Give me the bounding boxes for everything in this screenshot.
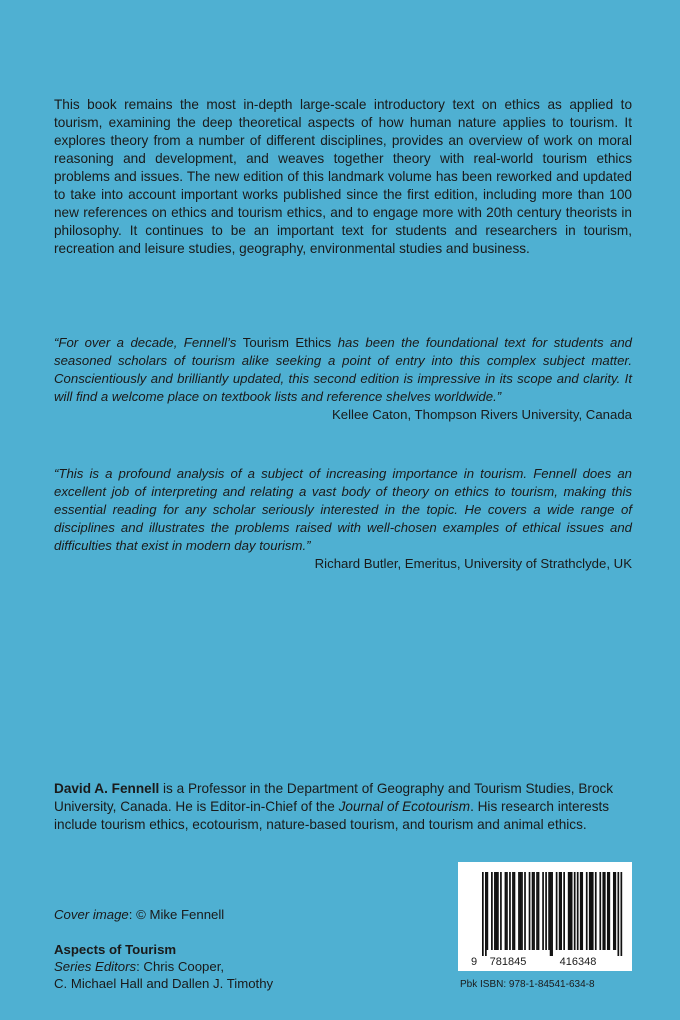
barcode-bar: [514, 872, 516, 950]
series-editors-line2: C. Michael Hall and Dallen J. Timothy: [54, 976, 274, 991]
barcode-bar: [607, 872, 609, 950]
barcode-bar: [602, 872, 604, 950]
barcode-bar: [617, 872, 619, 956]
barcode-bar: [491, 872, 493, 950]
barcode-bar: [550, 872, 552, 956]
barcode-bar: [556, 872, 558, 950]
barcode: [458, 862, 632, 971]
barcode-bar: [581, 872, 583, 950]
barcode-bar: [533, 872, 535, 950]
barcode-bar: [532, 872, 534, 950]
endorsement-quote-1: [54, 334, 632, 424]
isbn: Pbk ISBN: 978-1-84541-634-8: [460, 979, 595, 990]
barcode-bar: [613, 872, 615, 950]
barcode-bar: [524, 872, 526, 950]
barcode-bar: [485, 872, 487, 956]
barcode-bar: [506, 872, 508, 950]
barcode-bar: [608, 872, 610, 950]
barcode-bar: [569, 872, 571, 950]
barcode-bar: [592, 872, 594, 950]
barcode-bar: [577, 872, 579, 950]
barcode-bar: [595, 872, 597, 950]
series-info: [54, 941, 374, 992]
barcode-bar: [568, 872, 570, 950]
barcode-bar: [559, 872, 561, 950]
barcode-bar: [599, 872, 601, 950]
endorsement-quote-2: [54, 465, 632, 573]
endorsement-2-text: “This is a profound analysis of a subject of increasing importance in tourism. Fennell does an excellent job of interpreting and relating a vast body of theory on ethics to tourism, making this essential reading for any scholar seriously interested in the topic. He covers a wide range of disciplines and illustrates the problems raised with well-chosen examples of ethical issues and difficulties that exist in modern day tourism.”: [54, 466, 632, 553]
barcode-bar: [560, 872, 562, 950]
barcode-bar: [538, 872, 540, 950]
book-description: This book remains the most in-depth large-scale introductory text on ethics as applied to tourism, examining the deep theoretical aspects of how human nature applies to tourism. It explores theory from a number of different disciplines, provides an overview of work on moral reasoning and development, and weaves together theory with real-world tourism ethics problems and issues. The new edition of this landmark volume has been reworked and updated to take into account important works published since the first edition, including more than 100 new references on ethics and tourism ethics, and to engage more with 20th century theorists in philosophy. It continues to be an important text for students and researchers in tourism, recreation and leisure studies, geography, environmental studies and business.: [54, 97, 632, 256]
barcode-bar: [509, 872, 511, 950]
barcode-bar: [551, 872, 553, 956]
barcode-digit-first: 9: [471, 956, 478, 968]
barcode-bar: [482, 872, 484, 956]
barcode-bar: [518, 872, 520, 950]
endorsement-1-text: “For over a decade, Fennell’s Tourism Ethics has been the foundational text for students and seasoned scholars of tourism alike seeking a point of entry into this complex subject matter. Conscientiously and brilliantly updated, this second edition is impressive in its scope and clarity. It will find a welcome place on textbook lists and reference shelves worldwide.”: [54, 335, 632, 404]
barcode-bar: [512, 872, 514, 950]
endorsement-1-attribution: Kellee Caton, Thompson Rivers University, Canada: [331, 407, 632, 422]
barcode-bar: [505, 872, 507, 950]
barcode-bar: [536, 872, 538, 950]
barcode-bar: [590, 872, 592, 950]
barcode-bar: [487, 872, 489, 950]
author-name: David A. Fennell: [54, 781, 160, 796]
series-title: Aspects of Tourism: [54, 942, 177, 957]
cover-image-credit: Cover image: © Mike Fennell: [54, 907, 225, 922]
journal-title: Journal of Ecotourism: [338, 799, 471, 814]
barcode-bar: [580, 872, 582, 950]
series-editors-line1: Series Editors: Chris Cooper,: [54, 959, 225, 974]
endorsement-2-attribution: Richard Butler, Emeritus, University of Strathclyde, UK: [314, 556, 632, 571]
barcode-bar: [574, 872, 576, 950]
barcode-bar: [529, 872, 531, 950]
barcode-digits-left: 781845: [489, 956, 527, 968]
book-title-in-quote: Tourism Ethics: [242, 335, 332, 350]
barcode-bar: [614, 872, 616, 950]
barcode-graphic: [458, 862, 632, 971]
barcode-bar: [563, 872, 565, 950]
barcode-bar: [520, 872, 522, 950]
author-bio: David A. Fennell is a Professor in the Department of Geography and Tourism Studies, Brock University, Canada. He is Editor-in-Chief of the Journal of Ecotourism. His research interests include tourism ethics, ecotourism, nature-based tourism, and tourism and animal ethics.: [54, 781, 614, 832]
barcode-bar: [494, 872, 496, 950]
barcode-bar: [496, 872, 498, 950]
barcode-bar: [620, 872, 622, 956]
barcode-bar: [500, 872, 502, 950]
barcode-bar: [586, 872, 588, 950]
barcode-bar: [542, 872, 544, 950]
barcode-digits-right: 416348: [559, 956, 597, 968]
barcode-bar: [545, 872, 547, 950]
barcode-bar: [604, 872, 606, 950]
barcode-bar: [497, 872, 499, 950]
barcode-bar: [571, 872, 573, 950]
barcode-bar: [548, 872, 550, 950]
barcode-bar: [521, 872, 523, 950]
barcode-bar: [589, 872, 591, 950]
